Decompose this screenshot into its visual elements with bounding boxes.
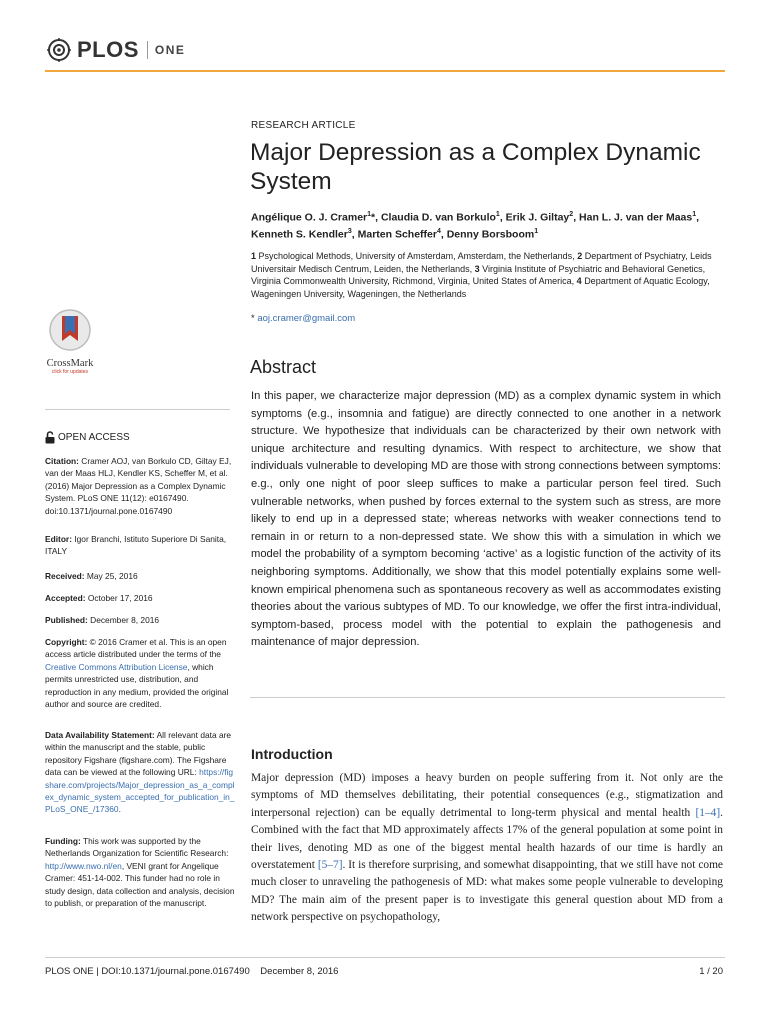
journal-subname: ONE [154, 43, 186, 57]
corresponding-email [251, 313, 355, 324]
crossmark-icon [48, 308, 92, 352]
journal-name: PLOS [77, 37, 139, 62]
author-affiliation-number: 1 [495, 211, 500, 218]
author-list [251, 208, 731, 241]
journal-logo[interactable] [45, 35, 185, 65]
author-name[interactable]: Angélique O. J. Cramer [251, 211, 368, 224]
data-availability-text: All relevant data are within the manuscript and the stable, public repository Figshare (figshare.com). The Figshare data can be viewed at the following URL: [45, 730, 232, 778]
article-title: Major Depression as a Complex Dynamic System [250, 139, 701, 195]
affiliation-text: Psychological Methods, University of Amsterdam, Amsterdam, the Netherlands, [258, 251, 575, 261]
copyright-block [45, 636, 235, 710]
copyright-text: , which permits unrestricted use, distribution, and reproduction in any medium, provided the original author and source are credited. [45, 661, 229, 710]
author-affiliation-number: 1 [367, 211, 372, 218]
funding-label: Funding: [45, 836, 81, 846]
author-affiliation-number: 1 [534, 227, 539, 235]
citation-link[interactable]: [5–7] [317, 859, 343, 872]
editor-block [45, 533, 235, 558]
data-availability-block [45, 729, 235, 816]
editor-text: Igor Branchi, Istituto Superiore Di Sanita, ITALY [45, 534, 227, 557]
email-asterisk: * [251, 313, 255, 324]
corresponding-author-mark: * [371, 211, 376, 224]
editor-label: Editor: [45, 534, 72, 544]
crossmark-badge[interactable] [45, 308, 95, 375]
funding-text: This work was supported by the Netherlands Organization for Scientific Research: [45, 836, 229, 859]
introduction-text [251, 770, 723, 927]
citation-block [45, 455, 235, 517]
published-block [45, 614, 235, 626]
citation-link[interactable]: [1–4] [695, 806, 721, 819]
author-affiliation-number: 1 [692, 211, 697, 218]
crossmark-label: CrossMark [46, 358, 94, 369]
data-availability-label: Data Availability Statement: [45, 730, 155, 740]
citation-label: Citation: [45, 456, 79, 466]
affiliation-number: 3 [474, 263, 480, 274]
figshare-link[interactable]: https://figshare.com/projects/Major_depression_as_a_complex_dynamic_system_accepted_for_publication_in_PLoS_ONE_/17360 [45, 767, 235, 815]
affiliation-number: 1 [251, 251, 257, 261]
author-name[interactable]: Erik J. Giltay [505, 211, 570, 224]
section-divider [250, 697, 725, 698]
open-access-badge [45, 431, 130, 444]
author-separator: , [440, 228, 447, 240]
author-name[interactable]: Han L. J. van der Maas [579, 211, 693, 224]
crossmark-sublabel: click for updates [51, 369, 89, 375]
author-separator: , [499, 211, 506, 224]
logo-divider [147, 41, 148, 59]
data-availability-text: . [118, 804, 121, 815]
funding-text: , VENI grant for Angelique Cramer: 451-14-002. This funder had no role in study design, data collection and analysis, decision to publish, or preparation of the manuscript. [45, 860, 235, 909]
citation-text: Cramer AOJ, van Borkulo CD, Giltay EJ, van der Maas HLJ, Kendler KS, Scheffer M, et al. (2016) Major Depression as a Complex Dynamic System. PLoS ONE 11(12): e0167490. doi:10.1371/journal.pone.0167490 [45, 456, 232, 516]
author-separator: , [375, 211, 381, 224]
affiliation-text: Department of Psychiatry, Leids Universitair Medisch Centrum, Leiden, the Netherlands, [251, 251, 712, 274]
received-block [45, 570, 235, 582]
email-link[interactable]: aoj.cramer@gmail.com [257, 313, 356, 324]
footer-doi: PLOS ONE | DOI:10.1371/journal.pone.0167490 December 8, 2016 [45, 966, 339, 977]
accepted-date: October 17, 2016 [87, 593, 153, 603]
open-lock-icon [45, 431, 55, 444]
author-separator: , [351, 228, 358, 240]
accepted-label: Accepted: [45, 593, 86, 603]
received-label: Received: [45, 571, 85, 581]
header-rule [45, 70, 725, 72]
license-link[interactable]: Creative Commons Attribution License [45, 661, 188, 672]
plos-logo-icon [45, 36, 73, 64]
nwo-link[interactable]: http://www.nwo.nl/en [45, 860, 122, 871]
published-label: Published: [45, 615, 88, 625]
copyright-label: Copyright: [45, 637, 88, 647]
author-affiliation-number: 3 [347, 227, 352, 235]
intro-text-part: . Combined with the fact that MD approximately affects 17% of the general population at some point in their lives, denoting MD as one of the biggest mental health hazards of our time is hardly an overstatement [251, 806, 723, 872]
author-name[interactable]: Claudia D. van Borkulo [380, 211, 496, 224]
page-number: 1 / 20 [699, 966, 723, 977]
affiliations [251, 250, 726, 300]
intro-text-part: . It is therefore surprising, and somewhat disappointing, that we still have not come much closer to unraveling the pathogenesis of MD: what makes some people vulnerable to developing MD? The main aim of the present paper is to investigate this general question about MD from a network perspective on psychopathology, [251, 859, 723, 924]
received-date: May 25, 2016 [86, 571, 138, 581]
sidebar-divider [45, 409, 230, 410]
author-name[interactable]: Denny Borsboom [446, 228, 535, 240]
author-separator: , [696, 211, 700, 224]
footer-rule [45, 957, 725, 958]
author-separator: , [573, 211, 580, 224]
published-date: December 8, 2016 [90, 615, 160, 625]
abstract-heading: Abstract [250, 357, 317, 377]
funding-block [45, 835, 235, 909]
open-access-label: OPEN ACCESS [58, 432, 130, 443]
author-affiliation-number: 2 [569, 211, 574, 218]
affiliation-number: 2 [577, 251, 583, 261]
accepted-block [45, 592, 235, 604]
affiliation-text: Virginia Institute of Psychiatric and Behavioral Genetics, Virginia Commonwealth University, Richmond, Virginia, United States of America, [251, 263, 706, 286]
article-type: RESEARCH ARTICLE [251, 120, 356, 131]
affiliation-text: Department of Aquatic Ecology, Wageningen University, Wageningen, the Netherlands [251, 276, 710, 299]
author-affiliation-number: 4 [436, 227, 441, 235]
abstract-text: In this paper, we characterize major depression (MD) as a complex dynamic system in which symptoms (e.g., insomnia and fatigue) are directly connected to one another in a network structure. We hypothesize that individuals can be characterized by their own network with unique architecture and resulting dynamics. With respect to architecture, we show that individuals vulnerable to developing MD are those with strong connections between symptoms: e.g., only one night of poor sleep suffices to make a particular person feel tired. Such vulnerable networks, when pushed by forces external to the system such as stress, are more likely to end up in a depressed state; whereas networks with weaker connections tend to remain in or return to a non-depressed state. We show this with a simulation in which we model the probability of a symptom becoming ‘active’ as a logistic function of the activity of its neighboring symptoms. Additionally, we show that this model potentially explains some well-known empirical phenomena such as spontaneous recovery as well as accommodates existing theories about the various subtypes of MD. To our knowledge, we offer the first intra-individual, symptom-based, process model with the potential to explain the pathogenesis and maintenance of major depression. [251, 390, 721, 649]
author-name[interactable]: Marten Scheffer [357, 228, 437, 240]
intro-text-part: Major depression (MD) imposes a heavy burden on people suffering from it. Not only are the symptoms of MD themselves debilitating, their potential consequences (e.g., stigmatization and interpersonal rejection) can be equally detrimental to long-term physical and mental health [251, 772, 723, 819]
author-name[interactable]: Kenneth S. Kendler [251, 228, 348, 240]
affiliation-number: 4 [576, 276, 582, 286]
copyright-text: © 2016 Cramer et al. This is an open access article distributed under the terms of the [45, 637, 227, 660]
introduction-heading: Introduction [251, 746, 333, 762]
